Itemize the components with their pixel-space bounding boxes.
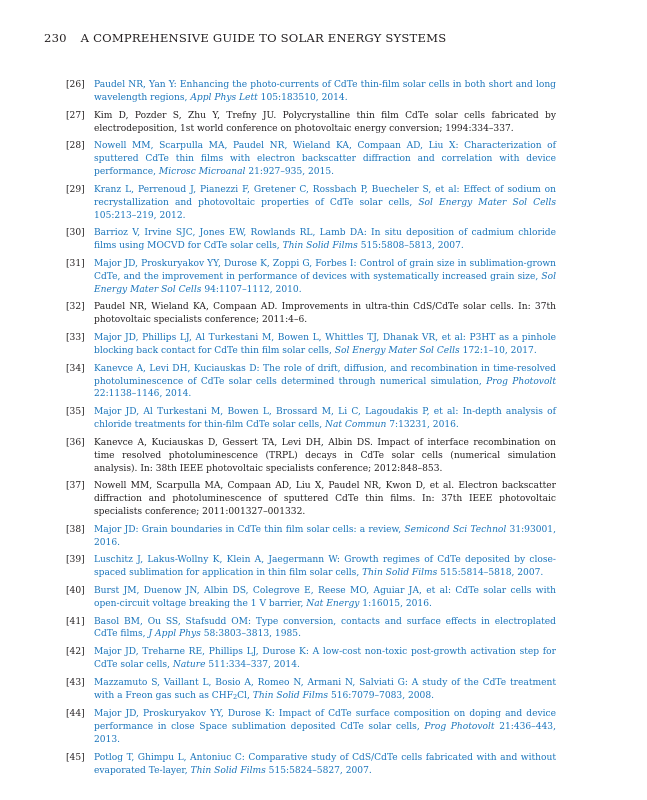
- reference-number: [31]: [66, 258, 85, 269]
- journal-name: Prog Photovolt: [486, 376, 556, 387]
- page-number: 230: [44, 31, 67, 45]
- reference-number: [36]: [66, 437, 85, 448]
- reference-text[interactable]: [94, 554, 556, 580]
- reference-citation-cont: Cl,: [237, 690, 253, 701]
- reference-item: [66, 110, 556, 136]
- reference-item: [66, 301, 556, 327]
- reference-text[interactable]: [94, 79, 556, 105]
- journal-name: Sol Energy Mater Sol Cells: [334, 345, 460, 356]
- running-header: [44, 31, 446, 45]
- reference-item[interactable]: [66, 363, 556, 402]
- journal-name: Thin Solid Films: [190, 765, 266, 776]
- reference-number: [41]: [66, 616, 85, 627]
- volume-pages-year: 105:183510, 2014.: [257, 92, 348, 103]
- journal-name: Nat Commun: [325, 420, 387, 431]
- reference-item[interactable]: [66, 524, 556, 550]
- reference-citation: Potlog T, Ghimpu L, Antoniuc C: Comparative study of CdS/CdTe cells fabricated with and without evaporated Te-layer,: [94, 752, 556, 776]
- reference-number: [38]: [66, 524, 85, 535]
- journal-name: J Appl Phys: [148, 629, 201, 640]
- reference-text[interactable]: [94, 585, 556, 611]
- volume-pages-year: 58:3803–3813, 1985.: [200, 629, 301, 640]
- reference-text: [94, 301, 556, 327]
- reference-text[interactable]: [94, 258, 556, 297]
- reference-number: [27]: [66, 110, 85, 121]
- reference-number: [42]: [66, 647, 85, 658]
- reference-number: [34]: [66, 363, 85, 374]
- reference-text[interactable]: [94, 140, 556, 179]
- reference-number: [37]: [66, 481, 85, 492]
- reference-text[interactable]: [94, 227, 556, 253]
- reference-item[interactable]: [66, 677, 556, 704]
- reference-text[interactable]: [94, 646, 556, 672]
- reference-text[interactable]: [94, 184, 556, 223]
- reference-item[interactable]: [66, 184, 556, 223]
- volume-pages-year: 516:7079–7083, 2008.: [328, 690, 435, 701]
- reference-citation: Kim D, Pozder S, Zhu Y, Trefny JU. Polycrystalline thin film CdTe solar cells fabricated by electrodeposition, 1st world conference on photovoltaic energy conversion; 1994:334–337.: [94, 110, 556, 134]
- volume-pages-year: 515:5808–5813, 2007.: [357, 241, 464, 252]
- running-title: A COMPREHENSIVE GUIDE TO SOLAR ENERGY SYSTEMS: [80, 31, 447, 45]
- reference-number: [40]: [66, 585, 85, 596]
- reference-item[interactable]: [66, 258, 556, 297]
- reference-text: [94, 480, 556, 519]
- reference-number: [29]: [66, 184, 85, 195]
- reference-citation: Major JD: Grain boundaries in CdTe thin film solar cells: a review,: [94, 524, 405, 535]
- reference-text: [94, 110, 556, 136]
- journal-name: Thin Solid Films: [362, 568, 438, 579]
- reference-citation: Major JD, Phillips LJ, Al Turkestani M, Bowen L, Whittles TJ, Dhanak VR, et al: P3HT as a pinhole blocking back contact for CdTe thin film solar cells,: [94, 332, 556, 356]
- reference-item[interactable]: [66, 708, 556, 747]
- reference-item[interactable]: [66, 616, 556, 642]
- reference-number: [45]: [66, 752, 85, 763]
- reference-citation: Kanevce A, Levi DH, Kuciauskas D: The role of drift, diffusion, and recombination in time-resolved photoluminescence of CdTe solar cells determined through numerical simulation,: [94, 363, 556, 387]
- reference-item[interactable]: [66, 140, 556, 179]
- reference-citation: Burst JM, Duenow JN, Albin DS, Colegrove E, Reese MO, Aguiar JA, et al: CdTe solar cells with open-circuit voltage breaking the 1 V barrier,: [94, 585, 556, 609]
- volume-pages-year: 21:436–443, 2013.: [94, 722, 556, 746]
- volume-pages-year: 105:213–219, 2012.: [94, 210, 186, 221]
- reference-text[interactable]: [94, 677, 556, 704]
- reference-number: [35]: [66, 407, 85, 418]
- volume-pages-year: 94:1107–1112, 2010.: [201, 284, 302, 295]
- reference-item[interactable]: [66, 227, 556, 253]
- journal-name: Microsc Microanal: [158, 167, 246, 178]
- reference-item: [66, 480, 556, 519]
- reference-citation: Barrioz V, Irvine SJC, Jones EW, Rowlands RL, Lamb DA: In situ deposition of cadmium chloride films using MOCVD for CdTe solar cells,: [94, 228, 556, 252]
- journal-name: Nat Energy: [306, 598, 360, 609]
- journal-name: Nature: [172, 660, 206, 671]
- reference-item: [66, 437, 556, 476]
- reference-citation: Major JD, Treharne RE, Phillips LJ, Durose K: A low-cost non-toxic post-growth activation step for CdTe solar cells,: [94, 647, 556, 671]
- reference-text[interactable]: [94, 406, 556, 432]
- reference-text[interactable]: [94, 752, 556, 778]
- reference-number: [44]: [66, 709, 85, 720]
- reference-citation: Paudel NR, Wieland KA, Compaan AD. Improvements in ultra-thin CdS/CdTe solar cells. In: 37th photovoltaic specialists conference; 2011:4–6.: [94, 302, 556, 326]
- reference-item[interactable]: [66, 406, 556, 432]
- reference-citation: Kranz L, Perrenoud J, Pianezzi F, Gretener C, Rossbach P, Buecheler S, et al: Effect of sodium on recrystallization and photovoltaic properties of CdTe solar cells,: [94, 184, 556, 208]
- reference-number: [39]: [66, 555, 85, 566]
- reference-list: [66, 79, 556, 783]
- reference-number: [28]: [66, 141, 85, 152]
- journal-name: Sol Energy Mater Sol Cells: [418, 197, 556, 208]
- reference-citation: Major JD, Proskuryakov YY, Durose K, Zoppi G, Forbes I: Control of grain size in sublimation-grown CdTe, and the improvement in performance of devices with systematically increased grain size,: [94, 258, 556, 282]
- reference-citation: Major JD, Proskuryakov YY, Durose K: Impact of CdTe surface composition on doping and device performance in close Space sublimation deposited CdTe solar cells,: [94, 709, 556, 733]
- reference-citation: Basol BM, Ou SS, Stafsudd OM: Type conversion, contacts and surface effects in electroplated CdTe films,: [94, 616, 556, 640]
- reference-item[interactable]: [66, 646, 556, 672]
- reference-number: [30]: [66, 228, 85, 239]
- journal-name: Prog Photovolt: [424, 722, 495, 733]
- reference-item[interactable]: [66, 752, 556, 778]
- volume-pages-year: 172:1–10, 2017.: [459, 345, 537, 356]
- volume-pages-year: 515:5814–5818, 2007.: [437, 568, 544, 579]
- reference-number: [33]: [66, 332, 85, 343]
- journal-name: Semicond Sci Technol: [404, 524, 507, 535]
- volume-pages-year: 21:927–935, 2015.: [245, 167, 335, 178]
- reference-citation: Nowell MM, Scarpulla MA, Paudel NR, Wieland KA, Compaan AD, Liu X: Characterization of sputtered CdTe thin films with electron backscatter diffraction and correlation with device performance,: [94, 141, 556, 178]
- journal-name: Thin Solid Films: [252, 690, 329, 701]
- reference-citation: Major JD, Al Turkestani M, Bowen L, Brossard M, Li C, Lagoudakis P, et al: In-depth analysis of chloride treatments for thin-film CdTe solar cells,: [94, 407, 556, 431]
- reference-number: [43]: [66, 677, 85, 688]
- reference-citation: Luschitz J, Lakus-Wollny K, Klein A, Jaegermann W: Growth regimes of CdTe deposited by close-spaced sublimation for application in thin film solar cells,: [94, 555, 556, 579]
- journal-name: Thin Solid Films: [282, 241, 358, 252]
- reference-text[interactable]: [94, 708, 556, 747]
- volume-pages-year: 515:5824–5827, 2007.: [265, 765, 372, 776]
- reference-citation: Nowell MM, Scarpulla MA, Compaan AD, Liu X, Paudel NR, Kwon D, et al. Electron backscatter diffraction and photoluminescence of sputtered CdTe thin films. In: 37th IEEE photovoltaic specialists conference; 2011:001327–001332.: [94, 481, 556, 518]
- volume-pages-year: 511:334–337, 2014.: [205, 660, 300, 671]
- reference-number: [32]: [66, 302, 85, 313]
- reference-text[interactable]: [94, 524, 556, 550]
- reference-text: [94, 437, 556, 476]
- reference-item[interactable]: [66, 585, 556, 611]
- reference-item[interactable]: [66, 554, 556, 580]
- volume-pages-year: 1:16015, 2016.: [359, 598, 432, 609]
- reference-text[interactable]: [94, 332, 556, 358]
- reference-text[interactable]: [94, 363, 556, 402]
- volume-pages-year: 31:93001, 2016.: [94, 524, 556, 548]
- reference-citation: Paudel NR, Yan Y: Enhancing the photo-currents of CdTe thin-film solar cells in both short and long wavelength regions,: [94, 80, 556, 103]
- reference-number: [26]: [66, 80, 85, 90]
- reference-citation: Mazzamuto S, Vaillant L, Bosio A, Romeo N, Armani N, Salviati G: A study of the CdTe treatment with a Freon gas such as CHF: [94, 677, 556, 701]
- volume-pages-year: 22:1138–1146, 2014.: [94, 389, 192, 400]
- journal-name: Appl Phys Lett: [190, 92, 258, 103]
- reference-item[interactable]: [66, 79, 556, 105]
- journal-name: Sol Energy Mater Sol Cells: [94, 271, 556, 295]
- reference-citation: Kanevce A, Kuciauskas D, Gessert TA, Levi DH, Albin DS. Impact of interface recombination on time resolved photoluminescence (TRPL) decays in CdTe solar cells (numerical simulation analysis). In: 38th IEEE photovoltaic specialists conference; 2012:848–853.: [94, 437, 556, 474]
- reference-text[interactable]: [94, 616, 556, 642]
- chemical-subscript: 2: [233, 692, 238, 701]
- reference-item[interactable]: [66, 332, 556, 358]
- volume-pages-year: 7:13231, 2016.: [386, 420, 459, 431]
